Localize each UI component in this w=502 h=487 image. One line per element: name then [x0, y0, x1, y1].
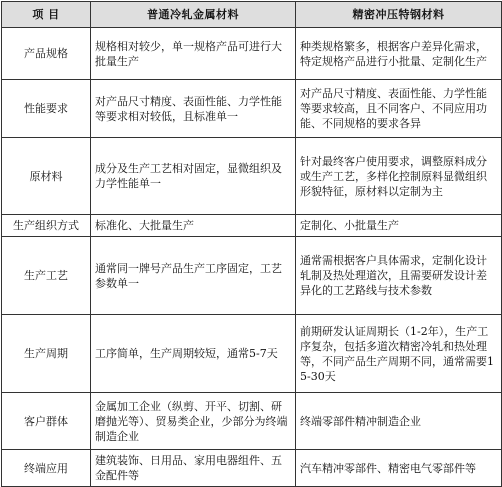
header-common-cold-rolled: 普通冷轧金属材料	[91, 2, 296, 28]
table-row	[2, 215, 502, 237]
row-common-cell: 通常同一牌号产品生产工序固定，工艺参数单一	[91, 237, 296, 315]
header-precision-stamping-steel: 精密冲压特钢材料	[296, 2, 502, 28]
row-common-cell: 工序简单，生产周期较短，通常5-7天	[91, 315, 296, 393]
row-item-label: 原材料	[2, 138, 91, 215]
row-common-cell: 金属加工企业（纵剪、开平、切割、研磨抛光等）、贸易类企业，少部分为终端制造企业	[91, 393, 296, 450]
row-precision-cell: 定制化、小批量生产	[296, 215, 502, 237]
row-common-cell: 对产品尺寸精度、表面性能、力学性能等要求相对较低，且标准单一	[91, 80, 296, 138]
row-item-label: 生产周期	[2, 315, 91, 393]
table-row	[2, 138, 502, 215]
row-precision-cell: 汽车精冲零部件、精密电气零部件等	[296, 450, 502, 487]
row-precision-cell: 种类规格繁多，根据客户差异化需求，特定规格产品进行小批量、定制化生产	[296, 28, 502, 80]
row-common-cell: 成分及生产工艺相对固定，显微组织及力学性能单一	[91, 138, 296, 215]
row-item-label: 客户群体	[2, 393, 91, 450]
row-common-cell: 建筑装饰、日用品、家用电器组件、五金配件等	[91, 450, 296, 487]
comparison-table	[1, 1, 502, 487]
table-row	[2, 237, 502, 315]
row-precision-cell: 针对最终客户使用要求，调整原料成分或生产工艺，多样化控制原料显微组织形貌特征，原材料以定制为主	[296, 138, 502, 215]
table-row	[2, 80, 502, 138]
row-precision-cell: 前期研发认证周期长（1-2年），生产工序复杂，包括多道次精密冷轧和热处理等，不同产品生产周期不同，通常需要15-30天	[296, 315, 502, 393]
table-row	[2, 450, 502, 487]
row-precision-cell: 终端零部件精冲制造企业	[296, 393, 502, 450]
header-item: 项 目	[2, 2, 91, 28]
table-row	[2, 393, 502, 450]
row-precision-cell: 通常需根据客户具体需求，定制化设计轧制及热处理道次，且需要研发设计差异化的工艺路线与技术参数	[296, 237, 502, 315]
row-item-label: 生产组织方式	[2, 215, 91, 237]
row-common-cell: 规格相对较少，单一规格产品可进行大批量生产	[91, 28, 296, 80]
table-header-row	[2, 2, 502, 28]
row-item-label: 性能要求	[2, 80, 91, 138]
row-item-label: 生产工艺	[2, 237, 91, 315]
row-common-cell: 标准化、大批量生产	[91, 215, 296, 237]
table-row	[2, 315, 502, 393]
row-precision-cell: 对产品尺寸精度、表面性能、力学性能等要求较高，且不同客户、不同应用功能、不同规格的要求各异	[296, 80, 502, 138]
row-item-label: 产品规格	[2, 28, 91, 80]
row-item-label: 终端应用	[2, 450, 91, 487]
table-row	[2, 28, 502, 80]
